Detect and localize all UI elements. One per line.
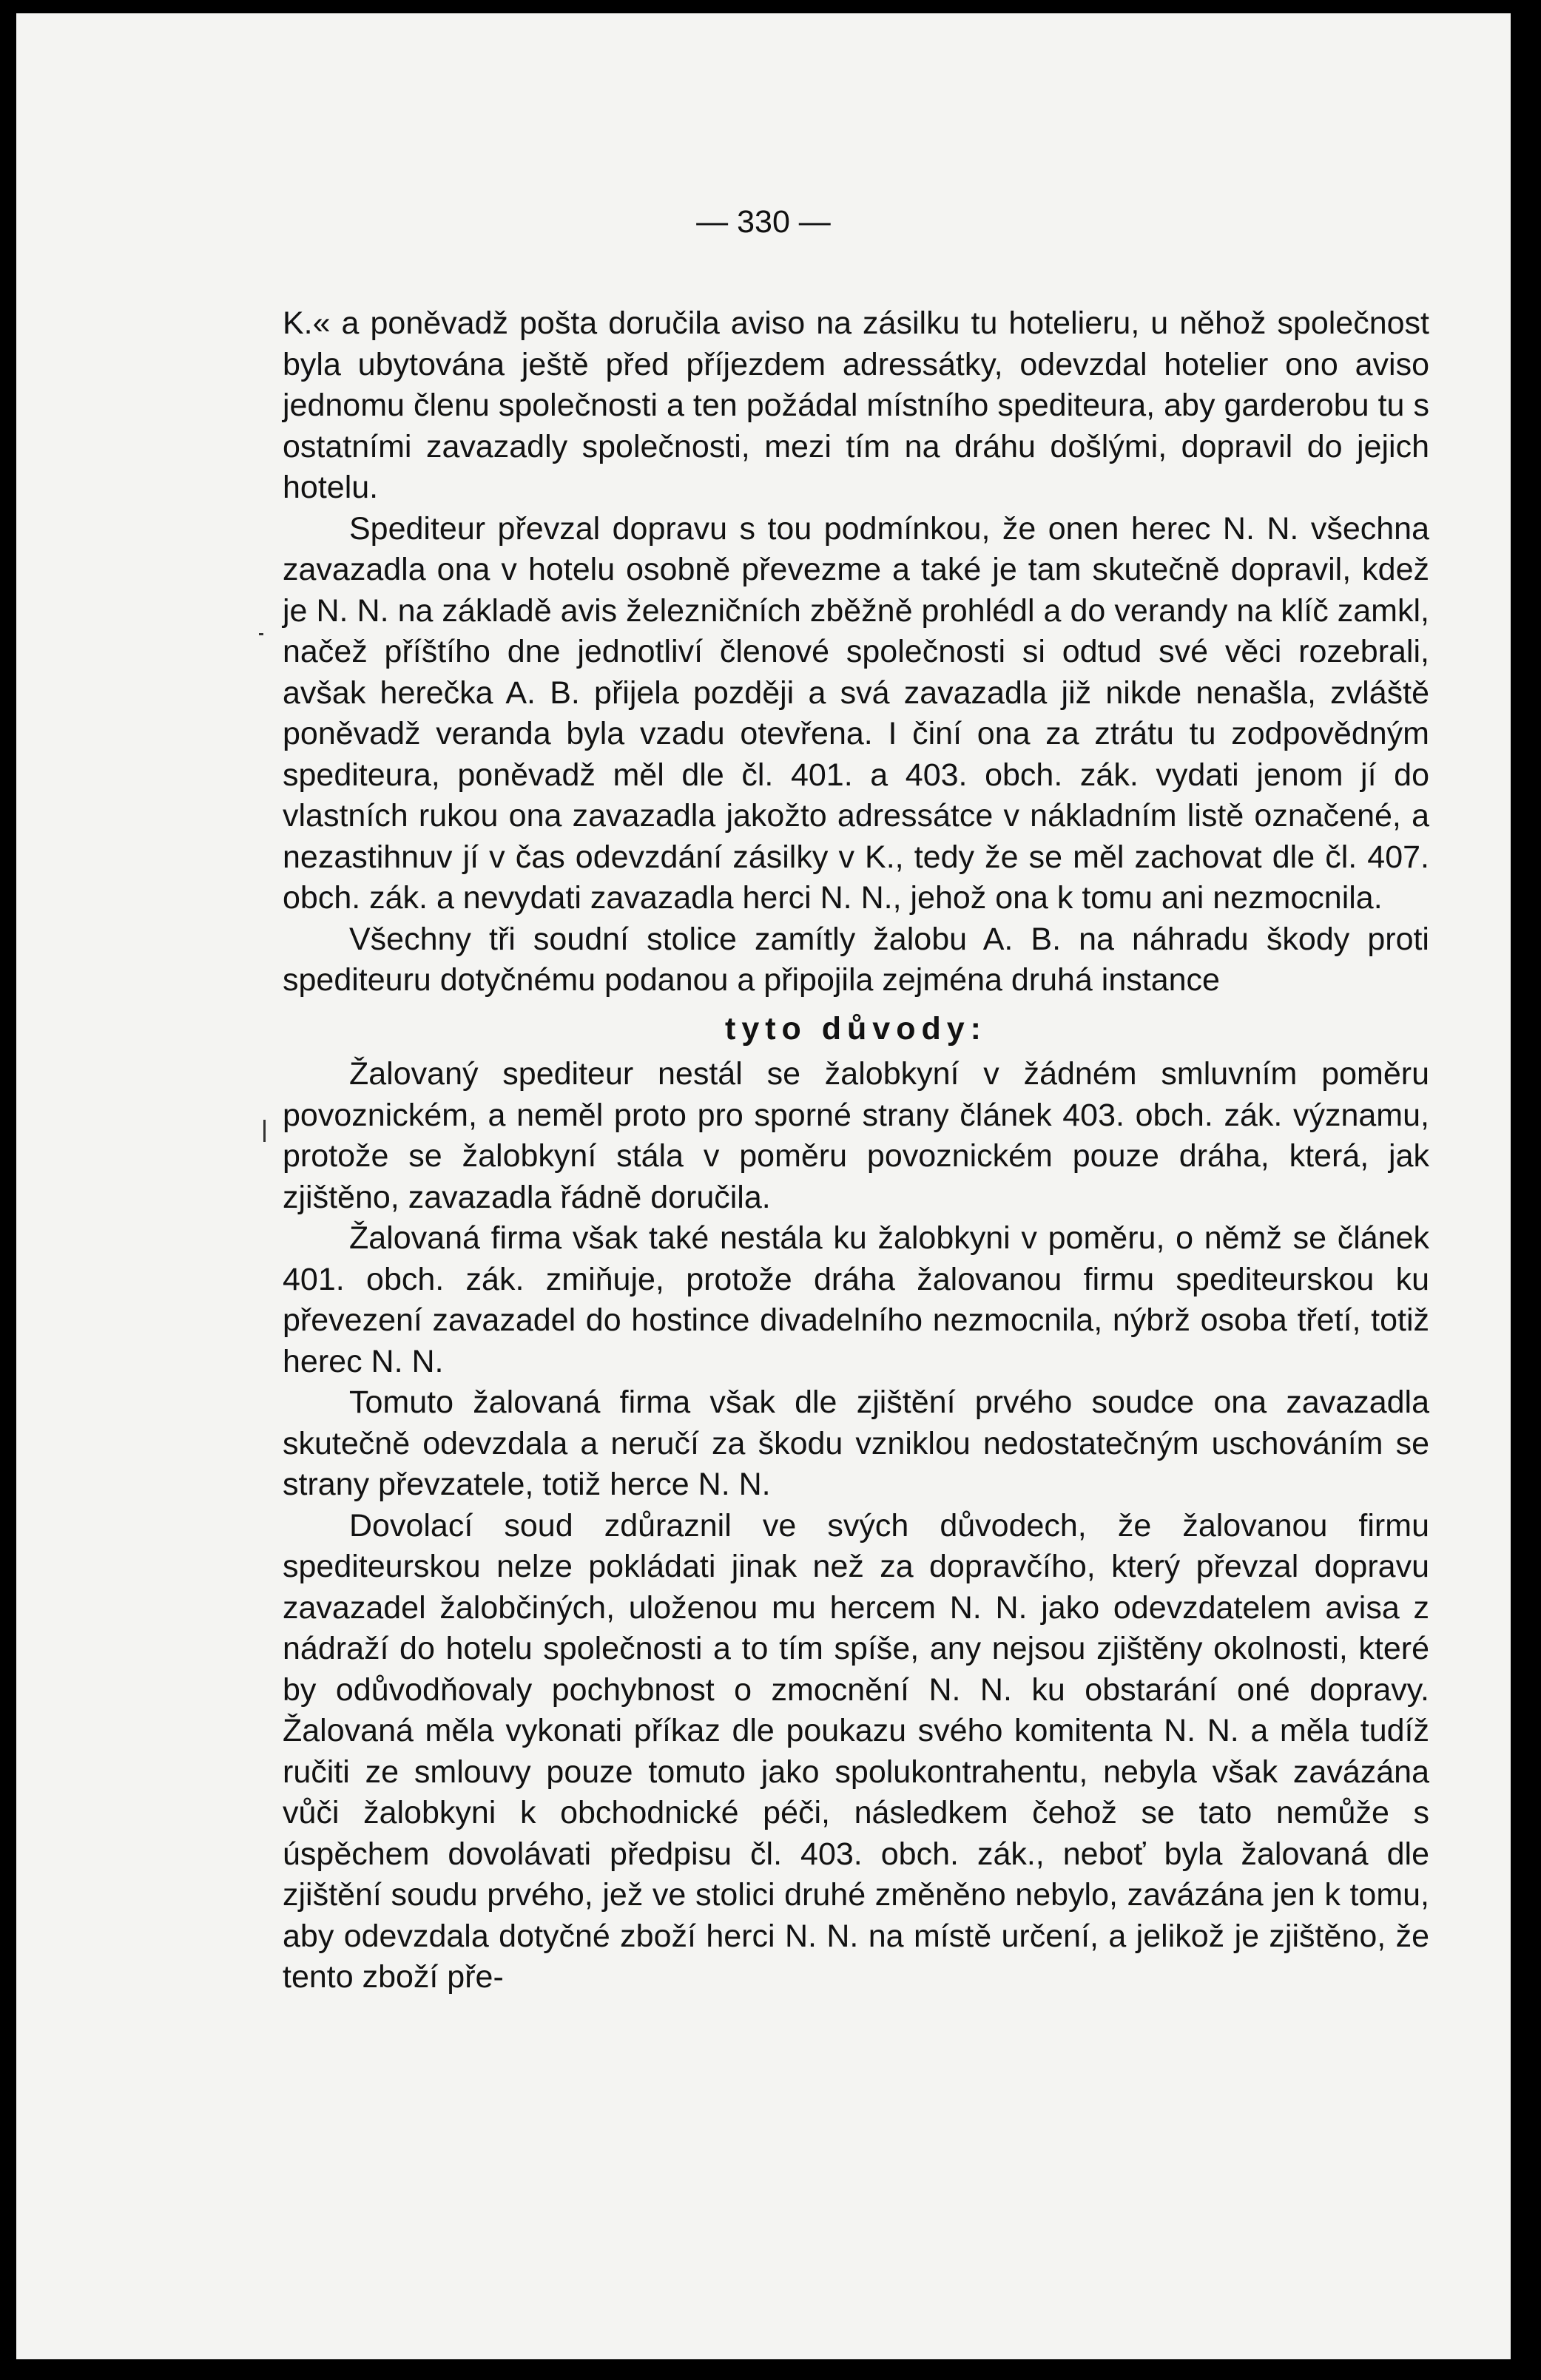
paragraph: Spediteur převzal dopravu s tou podmínkou, že onen herec N. N. všechna zavazadla ona v hotelu osobně převezme a také je tam skutečně dopravil, kdež je N. N. na základě avis železničních zběžně prohlédl a do verandy na klíč zamkl, načež příštího dne jednotliví členové společnosti si odtud své věci rozebrali, avšak herečka A. B. přijela později a svá zavazadla již nikde nenašla, zvláště poněvadž veranda byla vzadu otevřena. I činí ona za ztrátu tu zodpovědným spediteura, poněvadž měl dle čl. 401. a 403. obch. zák. vydati jenom jí do vlastních rukou ona zavazadla jakožto adressátce v nákladním listě označené, a nezastihnuv jí v čas odevzdání zásilky v K., tedy že se měl zachovat dle čl. 407. obch. zák. a nevydati zavazadla herci N. N., jehož ona k tomu ani nezmocnila. <box>283 510 1429 916</box>
section-heading: tyto důvody: <box>725 1010 987 1047</box>
page-number: — 330 — <box>696 204 831 240</box>
paragraph: Dovolací soud zdůraznil ve svých důvodech, že žalovanou firmu spediteurskou nelze pokládati jinak než za dopravčího, který převzal dopravu zavazadel žalobčiných, uloženou mu hercem N. N. jako odevzdatelem avisa z nádraží do hotelu společnosti a to tím spíše, any nejsou zjištěny okolnosti, které by odůvodňovaly pochybnost o zmocnění N. N. ku obstarání oné dopravy. Žalovaná měla vykonati příkaz dle poukazu svého komitenta N. N. a měla tudíž ručiti ze smlouvy pouze tomuto jako spolukontrahentu, nebyla však zavázána vůči žalobkyni k obchodnické péči, následkem čehož se tato nemůže s úspěchem dovolávati předpisu čl. 403. obch. zák., neboť byla žalovaná dle zjištění soudu prvého, jež ve stolici druhé změněno nebylo, zavázána jen k tomu, aby odevzdala dotyčné zboží herci N. N. na místě určení, a jelikož je zjištěno, že tento zboží pře- <box>283 1507 1429 1995</box>
margin-mark <box>259 633 263 635</box>
paragraph: Žalovaná firma však také nestála ku žalobkyni v poměru, o němž se článek 401. obch. zák. zmiňuje, protože dráha žalovanou firmu spediteurskou ku převezení zavazadel do hostince divadelního nezmocnila, nýbrž osoba třetí, totiž herec N. N. <box>283 1220 1429 1379</box>
paragraph: K.« a poněvadž pošta doručila aviso na zásilku tu hotelieru, u něhož společnost byla ubytována ještě před příjezdem adressátky, odevzdal hotelier ono aviso jednomu členu společnosti a ten požádal místního spediteura, aby garderobu tu s ostatními zavazadly společnosti, mezi tím na dráhu došlými, dopravil do jejich hotelu. <box>283 305 1429 505</box>
margin-mark <box>263 1120 266 1142</box>
book-page <box>16 13 1511 2359</box>
paragraph: Všechny tři soudní stolice zamítly žalobu A. B. na náhradu škody proti spediteuru dotyčnému podanou a připojila zejména druhá instance <box>283 921 1429 998</box>
paragraph: Žalovaný spediteur nestál se žalobkyní v žádném smluvním poměru povoznickém, a neměl proto pro sporné strany článek 403. obch. zák. významu, protože se žalobkyní stála v poměru povoznickém pouze dráha, která, jak zjištěno, zavazadla řádně doručila. <box>283 1056 1429 1215</box>
paragraph: Tomuto žalovaná firma však dle zjištění prvého soudce ona zavazadla skutečně odevzdala a neručí za škodu vzniklou nedostatečným uschováním se strany převzatele, totiž herce N. N. <box>283 1385 1429 1502</box>
body-text <box>283 303 1429 1998</box>
